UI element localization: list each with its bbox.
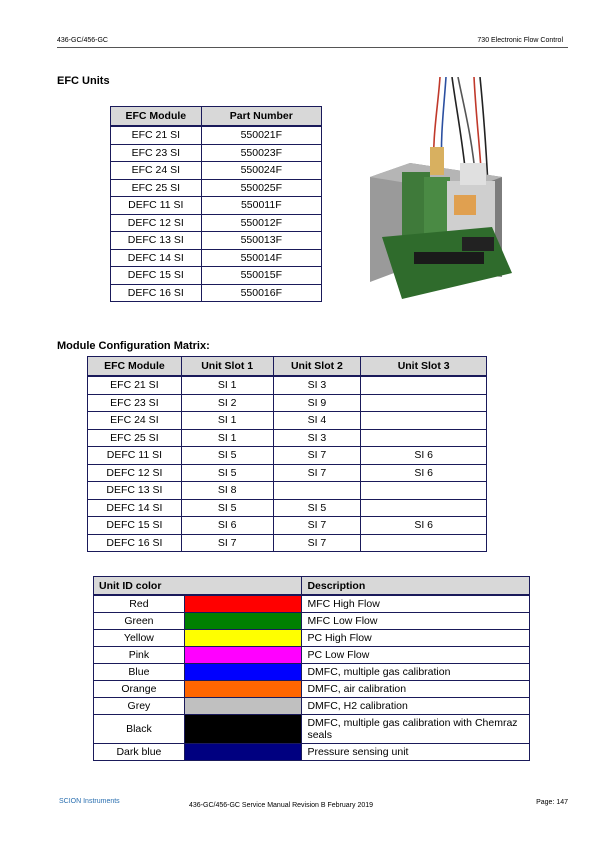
- footer-page-number: Page: 147: [536, 799, 568, 806]
- table-row: [88, 517, 487, 535]
- color-description: DMFC, air calibration: [302, 681, 530, 698]
- table-row: [94, 664, 530, 681]
- table-cell: 550021F: [201, 126, 321, 144]
- table-row: [88, 412, 487, 430]
- table-row: [88, 534, 487, 552]
- color-description: DMFC, H2 calibration: [302, 698, 530, 715]
- table-row: [111, 232, 322, 250]
- table-cell: SI 7: [273, 447, 361, 465]
- table-row: [94, 681, 530, 698]
- color-name: Orange: [94, 681, 185, 698]
- color-description: MFC High Flow: [302, 595, 530, 613]
- table-row: [88, 429, 487, 447]
- table-cell: DEFC 15 SI: [88, 517, 182, 535]
- table-cell: 550011F: [201, 197, 321, 215]
- column-header: Unit Slot 1: [181, 357, 273, 377]
- table-cell: DEFC 13 SI: [88, 482, 182, 500]
- table-cell: 550023F: [201, 144, 321, 162]
- table-cell: SI 3: [273, 376, 361, 394]
- color-name: Red: [94, 595, 185, 613]
- table-cell: SI 5: [181, 464, 273, 482]
- table-cell: SI 1: [181, 429, 273, 447]
- table-cell: DEFC 14 SI: [111, 249, 202, 267]
- color-description: PC Low Flow: [302, 647, 530, 664]
- table-row: [111, 144, 322, 162]
- table-cell: 550024F: [201, 162, 321, 180]
- table-cell: SI 9: [273, 394, 361, 412]
- table-cell: EFC 21 SI: [111, 126, 202, 144]
- table-cell: EFC 21 SI: [88, 376, 182, 394]
- table-cell: DEFC 15 SI: [111, 267, 202, 285]
- table-row: [94, 698, 530, 715]
- table-cell: DEFC 14 SI: [88, 499, 182, 517]
- table-cell: EFC 24 SI: [111, 162, 202, 180]
- table-cell: SI 5: [181, 447, 273, 465]
- table-header-row: [88, 357, 487, 377]
- color-name: Dark blue: [94, 744, 185, 761]
- table-row: [94, 744, 530, 761]
- table-cell: 550014F: [201, 249, 321, 267]
- color-swatch: [184, 715, 302, 744]
- column-header: Description: [302, 577, 530, 596]
- table-cell: SI 8: [181, 482, 273, 500]
- table-cell: 550013F: [201, 232, 321, 250]
- color-name: Yellow: [94, 630, 185, 647]
- color-description: DMFC, multiple gas calibration with Chemraz seals: [302, 715, 530, 744]
- table-cell: DEFC 16 SI: [88, 534, 182, 552]
- table-cell: [361, 499, 487, 517]
- color-description: DMFC, multiple gas calibration: [302, 664, 530, 681]
- column-header: Unit Slot 2: [273, 357, 361, 377]
- color-description: Pressure sensing unit: [302, 744, 530, 761]
- table-row: [111, 197, 322, 215]
- table-cell: [361, 534, 487, 552]
- header-right: 730 Electronic Flow Control: [477, 37, 563, 44]
- table-cell: [361, 412, 487, 430]
- color-swatch: [184, 647, 302, 664]
- color-swatch: [184, 698, 302, 715]
- column-header: EFC Module: [111, 107, 202, 127]
- table-cell: SI 6: [361, 447, 487, 465]
- table-cell: SI 3: [273, 429, 361, 447]
- footer-company: SCION Instruments: [59, 798, 120, 805]
- color-swatch: [184, 664, 302, 681]
- table-row: [94, 630, 530, 647]
- table-cell: [361, 376, 487, 394]
- table-cell: SI 5: [273, 499, 361, 517]
- table-row: [88, 482, 487, 500]
- table-cell: DEFC 12 SI: [111, 214, 202, 232]
- table-row: [94, 595, 530, 613]
- table-cell: SI 2: [181, 394, 273, 412]
- table-cell: EFC 25 SI: [111, 179, 202, 197]
- efc-units-table: [110, 106, 322, 302]
- table-cell: SI 1: [181, 376, 273, 394]
- table-row: [88, 447, 487, 465]
- color-swatch: [184, 613, 302, 630]
- header-left: 436-GC/456-GC: [57, 37, 108, 44]
- table-cell: 550016F: [201, 284, 321, 302]
- table-row: [111, 284, 322, 302]
- color-name: Black: [94, 715, 185, 744]
- table-cell: [361, 482, 487, 500]
- color-name: Grey: [94, 698, 185, 715]
- header-rule: [57, 47, 568, 48]
- color-name: Pink: [94, 647, 185, 664]
- table-row: [88, 394, 487, 412]
- table-row: [88, 376, 487, 394]
- table-cell: SI 4: [273, 412, 361, 430]
- table-cell: [361, 429, 487, 447]
- table-cell: [361, 394, 487, 412]
- table-cell: EFC 23 SI: [111, 144, 202, 162]
- color-name: Green: [94, 613, 185, 630]
- table-row: [88, 499, 487, 517]
- table-row: [111, 162, 322, 180]
- table-header-row: [111, 107, 322, 127]
- efc-module-photo: [362, 77, 522, 303]
- table-cell: SI 5: [181, 499, 273, 517]
- table-row: [111, 179, 322, 197]
- table-row: [111, 267, 322, 285]
- table-cell: 550015F: [201, 267, 321, 285]
- table-cell: 550025F: [201, 179, 321, 197]
- table-cell: EFC 23 SI: [88, 394, 182, 412]
- color-swatch: [184, 681, 302, 698]
- config-matrix-table: [87, 356, 487, 552]
- table-cell: DEFC 11 SI: [88, 447, 182, 465]
- column-header: Unit ID color: [94, 577, 302, 596]
- color-swatch: [184, 744, 302, 761]
- table-cell: [273, 482, 361, 500]
- unit-color-table: [93, 576, 530, 761]
- table-cell: SI 7: [181, 534, 273, 552]
- table-cell: SI 6: [361, 464, 487, 482]
- table-row: [94, 715, 530, 744]
- efc-units-title: EFC Units: [57, 75, 110, 87]
- table-row: [111, 249, 322, 267]
- table-cell: EFC 24 SI: [88, 412, 182, 430]
- config-matrix-title: Module Configuration Matrix:: [57, 340, 210, 352]
- table-row: [111, 214, 322, 232]
- column-header: Unit Slot 3: [361, 357, 487, 377]
- column-header: Part Number: [201, 107, 321, 127]
- column-header: EFC Module: [88, 357, 182, 377]
- table-cell: DEFC 12 SI: [88, 464, 182, 482]
- table-cell: SI 6: [361, 517, 487, 535]
- table-cell: DEFC 16 SI: [111, 284, 202, 302]
- table-header-row: [94, 577, 530, 596]
- color-description: PC High Flow: [302, 630, 530, 647]
- table-cell: SI 1: [181, 412, 273, 430]
- table-cell: SI 6: [181, 517, 273, 535]
- table-cell: SI 7: [273, 517, 361, 535]
- table-row: [94, 613, 530, 630]
- table-cell: 550012F: [201, 214, 321, 232]
- table-cell: SI 7: [273, 534, 361, 552]
- color-description: MFC Low Flow: [302, 613, 530, 630]
- table-row: [94, 647, 530, 664]
- color-swatch: [184, 630, 302, 647]
- table-row: [88, 464, 487, 482]
- table-cell: EFC 25 SI: [88, 429, 182, 447]
- color-name: Blue: [94, 664, 185, 681]
- color-swatch: [184, 595, 302, 613]
- table-row: [111, 126, 322, 144]
- table-cell: SI 7: [273, 464, 361, 482]
- table-cell: DEFC 11 SI: [111, 197, 202, 215]
- table-cell: DEFC 13 SI: [111, 232, 202, 250]
- footer-manual-title: 436-GC/456-GC Service Manual Revision B February 2019: [189, 802, 374, 809]
